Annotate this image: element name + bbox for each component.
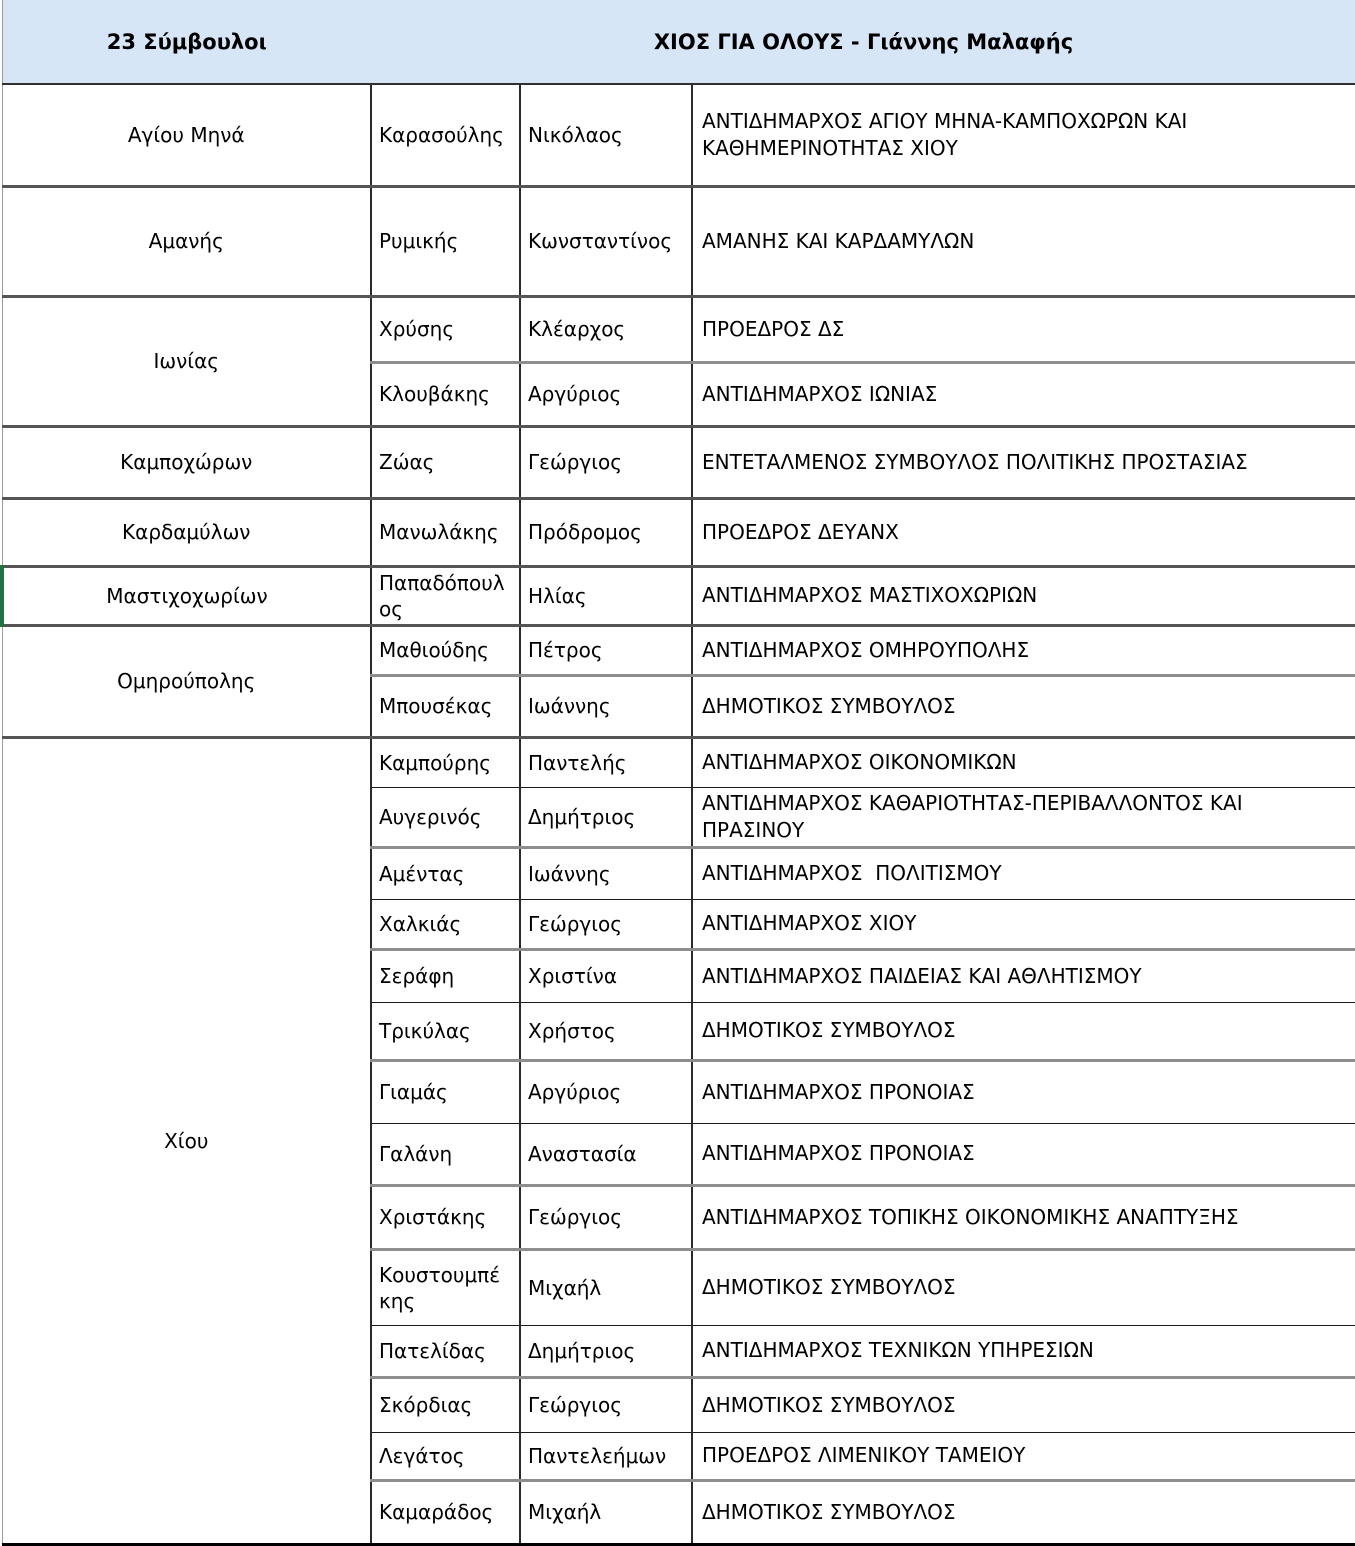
surname-cell: Μανωλάκης [371, 498, 520, 566]
surname-cell: Χρύσης [371, 296, 520, 362]
firstname-cell: Αναστασία [520, 1123, 692, 1185]
role-cell: ΑΝΤΙΔΗΜΑΡΧΟΣ ΚΑΘΑΡΙΟΤΗΤΑΣ-ΠΕΡΙΒΑΛΛΟΝΤΟΣ ΚΑΙ ΠΡΑΣΙΝΟΥ [692, 787, 1355, 847]
firstname-cell: Κωνσταντίνος [520, 186, 692, 296]
surname-cell: Χαλκιάς [371, 899, 520, 949]
role-cell: ΠΡΟΕΔΡΟΣ ΔΣ [692, 296, 1355, 362]
surname-cell: Κουστουμπέκης [371, 1249, 520, 1325]
role-cell: ΔΗΜΟΤΙΚΟΣ ΣΥΜΒΟΥΛΟΣ [692, 1480, 1355, 1544]
role-cell: ΑΝΤΙΔΗΜΑΡΧΟΣ ΙΩΝΙΑΣ [692, 362, 1355, 426]
surname-cell: Ρυμικής [371, 186, 520, 296]
firstname-cell: Γεώργιος [520, 1185, 692, 1249]
surname-cell: Λεγάτος [371, 1432, 520, 1480]
surname-cell: Σεράφη [371, 949, 520, 1002]
unit-cell: Καρδαμύλων [2, 498, 371, 566]
table-row [2, 625, 1355, 675]
role-cell: ΔΗΜΟΤΙΚΟΣ ΣΥΜΒΟΥΛΟΣ [692, 675, 1355, 737]
firstname-cell: Γεώργιος [520, 899, 692, 949]
role-cell: ΑΝΤΙΔΗΜΑΡΧΟΣ ΠΟΛΙΤΙΣΜΟΥ [692, 847, 1355, 899]
surname-cell: Καρασούλης [371, 84, 520, 186]
role-cell: ΠΡΟΕΔΡΟΣ ΔΕΥΑΝΧ [692, 498, 1355, 566]
firstname-cell: Αργύριος [520, 362, 692, 426]
role-cell: ΑΝΤΙΔΗΜΑΡΧΟΣ ΠΡΟΝΟΙΑΣ [692, 1123, 1355, 1185]
role-cell: ΑΝΤΙΔΗΜΑΡΧΟΣ ΜΑΣΤΙΧΟΧΩΡΙΩΝ [692, 566, 1355, 625]
table-row [2, 566, 1355, 625]
firstname-cell: Πρόδρομος [520, 498, 692, 566]
surname-cell: Πατελίδας [371, 1325, 520, 1377]
party-name-header: ΧΙΟΣ ΓΙΑ ΟΛΟΥΣ - Γιάννης Μαλαφής [371, 0, 1355, 84]
firstname-cell: Αργύριος [520, 1060, 692, 1123]
surname-cell: Σκόρδιας [371, 1377, 520, 1432]
role-cell: ΑΜΑΝΗΣ ΚΑΙ ΚΑΡΔΑΜΥΛΩΝ [692, 186, 1355, 296]
role-cell: ΑΝΤΙΔΗΜΑΡΧΟΣ ΠΡΟΝΟΙΑΣ [692, 1060, 1355, 1123]
table-row [2, 296, 1355, 362]
council-count-header: 23 Σύμβουλοι [2, 0, 371, 84]
surname-cell: Ζώας [371, 426, 520, 498]
firstname-cell: Ιωάννης [520, 847, 692, 899]
unit-cell: Αμανής [2, 186, 371, 296]
firstname-cell: Νικόλαος [520, 84, 692, 186]
role-cell: ΠΡΟΕΔΡΟΣ ΛΙΜΕΝΙΚΟΥ ΤΑΜΕΙΟΥ [692, 1432, 1355, 1480]
unit-cell: Χίου [2, 737, 371, 1544]
firstname-cell: Ηλίας [520, 566, 692, 625]
firstname-cell: Παντελής [520, 737, 692, 787]
surname-cell: Μαθιούδης [371, 625, 520, 675]
role-cell: ΑΝΤΙΔΗΜΑΡΧΟΣ ΧΙΟΥ [692, 899, 1355, 949]
role-cell: ΔΗΜΟΤΙΚΟΣ ΣΥΜΒΟΥΛΟΣ [692, 1249, 1355, 1325]
surname-cell: Καμαράδος [371, 1480, 520, 1544]
surname-cell: Αυγερινός [371, 787, 520, 847]
firstname-cell: Ιωάννης [520, 675, 692, 737]
role-cell: ΑΝΤΙΔΗΜΑΡΧΟΣ ΑΓΙΟΥ ΜΗΝΑ-ΚΑΜΠΟΧΩΡΩΝ ΚΑΙ ΚΑΘΗΜΕΡΙΝΟΤΗΤΑΣ ΧΙΟΥ [702, 108, 1194, 160]
role-cell: ΔΗΜΟΤΙΚΟΣ ΣΥΜΒΟΥΛΟΣ [692, 1377, 1355, 1432]
table-header-row [2, 0, 1355, 84]
role-cell: ΑΝΤΙΔΗΜΑΡΧΟΣ ΤΕΧΝΙΚΩΝ ΥΠΗΡΕΣΙΩΝ [692, 1325, 1355, 1377]
surname-cell: Κλουβάκης [371, 362, 520, 426]
unit-cell: Αγίου Μηνά [2, 84, 371, 186]
unit-cell: Ιωνίας [2, 296, 371, 426]
firstname-cell: Κλέαρχος [520, 296, 692, 362]
role-cell: ΑΝΤΙΔΗΜΑΡΧΟΣ ΟΜΗΡΟΥΠΟΛΗΣ [692, 625, 1355, 675]
table-row [2, 186, 1355, 296]
surname-cell: Γιαμάς [371, 1060, 520, 1123]
role-cell: ΑΝΤΙΔΗΜΑΡΧΟΣ ΤΟΠΙΚΗΣ ΟΙΚΟΝΟΜΙΚΗΣ ΑΝΑΠΤΥΞΗΣ [692, 1185, 1355, 1249]
role-cell: ΔΗΜΟΤΙΚΟΣ ΣΥΜΒΟΥΛΟΣ [692, 1002, 1355, 1060]
role-cell: ΑΝΤΙΔΗΜΑΡΧΟΣ ΠΑΙΔΕΙΑΣ ΚΑΙ ΑΘΛΗΤΙΣΜΟΥ [692, 949, 1355, 1002]
firstname-cell: Δημήτριος [520, 787, 692, 847]
table-row [2, 737, 1355, 787]
surname-cell: Γαλάνη [371, 1123, 520, 1185]
unit-cell-selected: Μαστιχοχωρίων [2, 566, 371, 625]
surname-cell: Χριστάκης [371, 1185, 520, 1249]
table-row [2, 498, 1355, 566]
firstname-cell: Πέτρος [520, 625, 692, 675]
role-cell: ΑΝΤΙΔΗΜΑΡΧΟΣ ΟΙΚΟΝΟΜΙΚΩΝ [692, 737, 1355, 787]
surname-cell: Καμπούρης [371, 737, 520, 787]
table-row [2, 84, 1355, 186]
surname-cell: Παπαδόπουλος [371, 566, 520, 625]
unit-cell: Ομηρούπολης [2, 625, 371, 737]
firstname-cell: Χρήστος [520, 1002, 692, 1060]
firstname-cell: Παντελεήμων [520, 1432, 692, 1480]
firstname-cell: Γεώργιος [520, 426, 692, 498]
surname-cell: Αμέντας [371, 847, 520, 899]
role-cell: ΕΝΤΕΤΑΛΜΕΝΟΣ ΣΥΜΒΟΥΛΟΣ ΠΟΛΙΤΙΚΗΣ ΠΡΟΣΤΑΣΙΑΣ [692, 426, 1355, 498]
table-row [2, 426, 1355, 498]
surname-cell: Μπουσέκας [371, 675, 520, 737]
firstname-cell: Γεώργιος [520, 1377, 692, 1432]
firstname-cell: Δημήτριος [520, 1325, 692, 1377]
unit-cell: Καμποχώρων [2, 426, 371, 498]
firstname-cell: Χριστίνα [520, 949, 692, 1002]
firstname-cell: Μιχαήλ [520, 1249, 692, 1325]
surname-cell: Τρικύλας [371, 1002, 520, 1060]
firstname-cell: Μιχαήλ [520, 1480, 692, 1544]
